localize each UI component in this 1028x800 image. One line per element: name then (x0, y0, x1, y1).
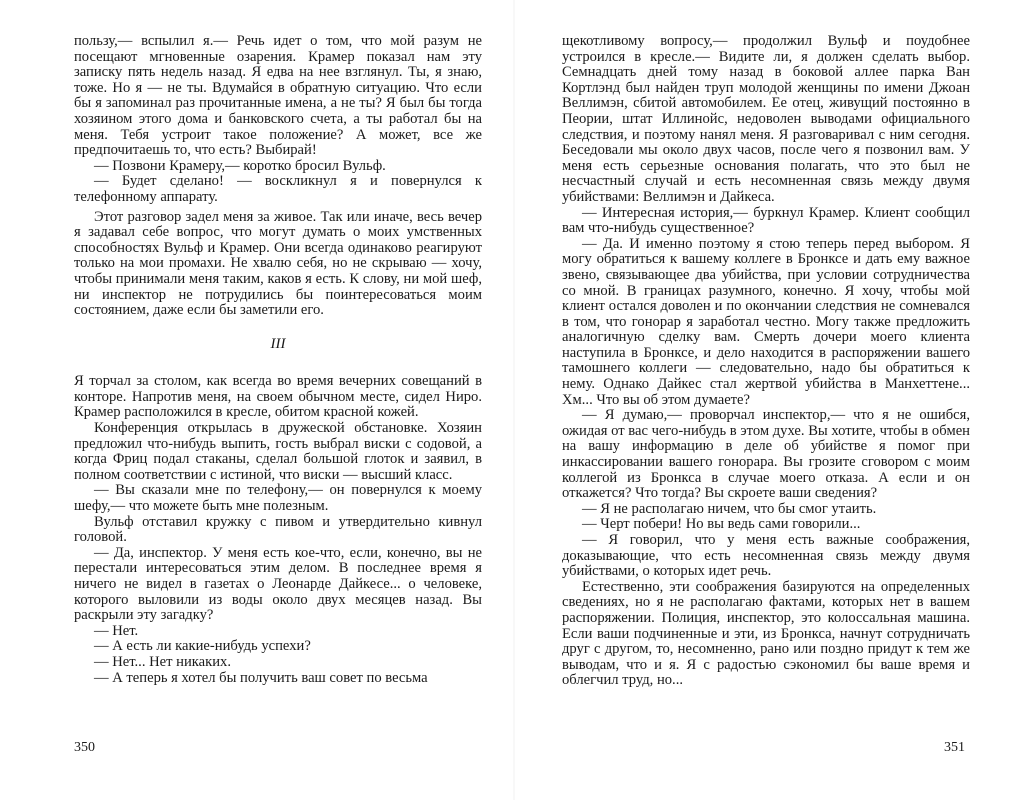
paragraph: — Черт побери! Но вы ведь сами говорили... (582, 516, 861, 533)
paragraph: щекотливому вопросу,— продолжил Вульф и поудобнее устроился в кресле.— Видите ли, я должен сделать выбор. Семнадцать дней тому назад в боковой аллее парка Ван Кортлэнд был найден труп молодой женщины по имени Джоан Веллимэн, сбитой автомобилем. Ее отец, живущий постоянно в Пеории, штат Иллинойс, недоволен выводами официального следствия, и поэтому нанял меня. Я разговаривал с ним сегодня. Беседовали мы около двух часов, после чего я позвонил вам. У меня есть серьезные основания полагать, что это был не несчастный случай и есть несомненная связь между двумя убийствами: Веллимэн и Дайкеса. (562, 33, 970, 205)
paragraph: — Да, инспектор. У меня есть кое-что, если, конечно, вы не перестали интересоваться этим делом. В последнее время я ничего не видел в газетах о Леонарде Дайкесе... о человеке, которого выловили из воды около двух месяцев назад. Вы раскрыли эту загадку? (74, 544, 482, 624)
paragraph: — Интересная история,— буркнул Крамер. Клиент сообщил вам что-нибудь существенное? (562, 204, 970, 237)
paragraph: — Вы сказали мне по телефону,— он повернулся к моему шефу,— что можете быть мне полезным. (74, 482, 482, 515)
paragraph: Естественно, эти соображения базируются на определенных сведениях, но я не располагаю фактами, которых нет в вашем распоряжении. Полиция, инспектор, это колоссальная машина. Если ваши подчиненные и эти, из Бронкса, начнут сотрудничать друг с другом, то, несомненно, рано или поздно придут к тем же выводам, что и я. Я с радостью сэкономил бы ваше время и облегчил труд, но... (562, 578, 970, 689)
paragraph: — Нет... Нет никаких. (94, 653, 231, 670)
paragraph: — Я говорил, что у меня есть важные соображения, доказывающие, что есть несомненная связь между двумя убийствами, о которых идет речь. (562, 532, 970, 580)
paragraph: — А теперь я хотел бы получить ваш совет по весьма (94, 669, 428, 686)
paragraph: Конференция открылась в дружеской обстановке. Хозяин предложил что-нибудь выпить, гость выбрал виски с содовой, а когда Фриц подал стаканы, сделал большой глоток и заявил, в полном соответствии с истиной, что виски — высший класс. (74, 420, 482, 483)
page-number: 350 (74, 740, 95, 755)
paragraph: Этот разговор задел меня за живое. Так или иначе, весь вечер я задавал себе вопрос, что могут думать о моих умственных способностях Вульф и Крамер. Они всегда одинаково реагируют только на мои промахи. Не хвалю себя, но не скрываю — хочу, чтобы принимали меня таким, каков я есть. К слову, ни мой шеф, ни инспектор не потрудились бы поинтересоваться моим состоянием, даже если бы заметили его. (74, 208, 482, 319)
chapter-heading: III (270, 335, 286, 352)
right-page (562, 34, 970, 689)
paragraph: — Я думаю,— проворчал инспектор,— что я не ошибся, ожидая от вас чего-нибудь в этом духе. Вы хотите, чтобы в обмен на вашу информацию в деле об убийстве я помог при инкассировании вашего гонорара. Вы грозите сговором с моим коллегой из Бронкса в случае моего отказа. А если и он откажется? Что тогда? Вы скроете ваши сведения? (562, 407, 970, 502)
page-number: 351 (944, 740, 965, 755)
paragraph: — Нет. (94, 622, 139, 639)
paragraph: — Будет сделано! — воскликнул я и повернулся к телефонному аппарату. (74, 173, 482, 205)
paragraph: Я торчал за столом, как всегда во время вечерних совещаний в конторе. Напротив меня, на своем обычном месте, сидел Ниро. Крамер расположился в кресле, обитом красной кожей. (74, 373, 482, 421)
paragraph: пользу,— вспылил я.— Речь идет о том, что мой разум не посещают мгновенные озарения. Крамер показал нам эту записку пять недель назад. Я едва на нее взглянул. Ты, я знаю, тоже. Но я — не ты. Вдумайся в обратную ситуацию. Что если бы я запоминал раз прочитанные имена, а не ты? Я был бы тогда хозяином этого дома и банковского счета, а ты работал бы на меня. Тебя устроит такое положение? А может, все же предпочитаешь то, что есть? Выбирай! (74, 33, 482, 159)
paragraph: — Да. И именно поэтому я стою теперь перед выбором. Я могу обратиться к вашему коллеге в Бронксе и дать ему важное звено, связывающее два убийства, при условии сотрудничества со мной. В границах разумного, конечно. Я хочу, чтобы мой клиент остался доволен и по окончании следствия не сомневался в том, что гонорар я заработал честно. Могу также предложить аналогичную сделку вам. Смерть дочери моего клиента наступила в Бронксе, и дело находится в распоряжении вашего тамошнего коллеги — следовательно, надо бы обратиться к нему. Однако Дайкес стал жертвой убийства в Манхеттене... Хм... Что вы об этом думаете? (562, 235, 970, 408)
book-gutter (513, 0, 515, 800)
paragraph: Вульф отставил кружку с пивом и утвердительно кивнул головой. (74, 513, 482, 546)
paragraph: — А есть ли какие-нибудь успехи? (94, 638, 311, 655)
paragraph: — Позвони Крамеру,— коротко бросил Вульф. (94, 157, 386, 174)
paragraph: — Я не располагаю ничем, что бы смог утаить. (582, 500, 877, 517)
left-page (74, 34, 482, 686)
